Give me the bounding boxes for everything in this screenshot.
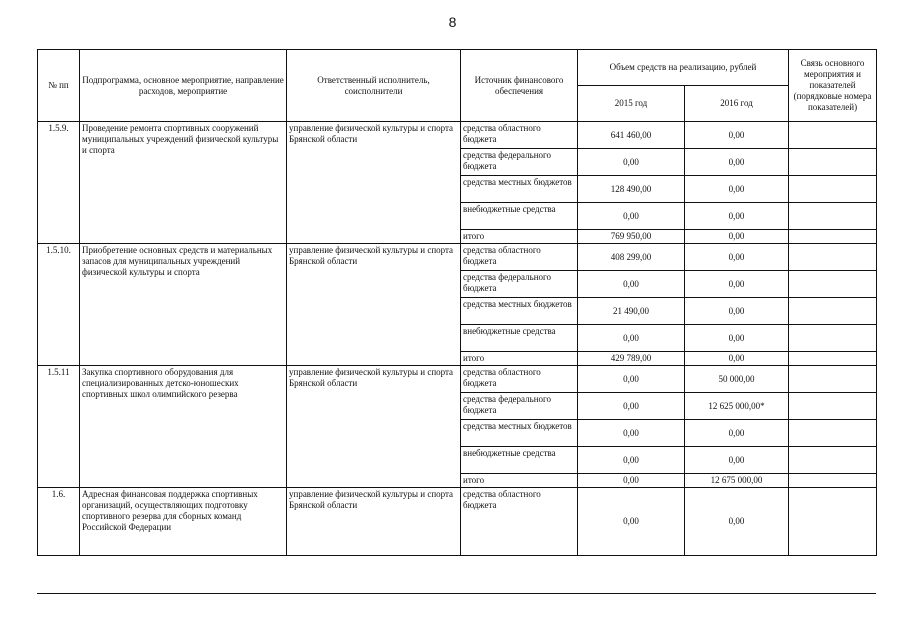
amount-2016: 0,00	[685, 420, 789, 447]
row-number: 1.5.9.	[38, 122, 80, 244]
amount-2016: 0,00	[685, 244, 789, 271]
amount-2016: 0,00	[685, 488, 789, 556]
funding-source: внебюджетные средства	[461, 447, 578, 474]
amount-2015: 0,00	[578, 447, 685, 474]
indicator-link-cell	[789, 352, 877, 366]
row-number: 1.5.11	[38, 366, 80, 488]
amount-2015: 0,00	[578, 420, 685, 447]
row-number: 1.5.10.	[38, 244, 80, 366]
amount-2015: 0,00	[578, 149, 685, 176]
table-row	[38, 122, 877, 149]
indicator-link-cell	[789, 298, 877, 325]
indicator-link-cell	[789, 366, 877, 393]
amount-2016: 0,00	[685, 298, 789, 325]
header-activity: Подпрограмма, основное мероприятие, направление расходов, мероприятие	[80, 50, 287, 122]
total-2016: 0,00	[685, 352, 789, 366]
header-executor: Ответственный исполнитель, соисполнители	[287, 50, 461, 122]
funding-source: средства местных бюджетов	[461, 298, 578, 325]
indicator-link-cell	[789, 325, 877, 352]
indicator-link-cell	[789, 420, 877, 447]
amount-2015: 128 490,00	[578, 176, 685, 203]
amount-2015: 641 460,00	[578, 122, 685, 149]
indicator-link-cell	[789, 230, 877, 244]
amount-2016: 0,00	[685, 325, 789, 352]
row-activity: Проведение ремонта спортивных сооружений муниципальных учреждений физической культуры и спорта	[80, 122, 287, 244]
indicator-link-cell	[789, 447, 877, 474]
funding-source: средства областного бюджета	[461, 488, 578, 556]
table-row	[38, 366, 877, 393]
table-body	[38, 122, 877, 556]
row-activity: Закупка спортивного оборудования для специализированных детско-юношеских спортивных школ олимпийского резерва	[80, 366, 287, 488]
budget-table	[37, 49, 877, 556]
row-executor: управление физической культуры и спорта Брянской области	[287, 366, 461, 488]
indicator-link-cell	[789, 474, 877, 488]
indicator-link-cell	[789, 176, 877, 203]
amount-2015: 0,00	[578, 366, 685, 393]
table-row	[38, 488, 877, 556]
amount-2016: 12 625 000,00*	[685, 393, 789, 420]
indicator-link-cell	[789, 271, 877, 298]
total-label: итого	[461, 352, 578, 366]
header-year-2016: 2016 год	[685, 86, 789, 122]
indicator-link-cell	[789, 393, 877, 420]
amount-2016: 50 000,00	[685, 366, 789, 393]
total-2015: 0,00	[578, 474, 685, 488]
header-amount: Объем средств на реализацию, рублей	[578, 50, 789, 86]
page-number: 8	[448, 14, 457, 30]
amount-2015: 0,00	[578, 488, 685, 556]
total-2015: 429 789,00	[578, 352, 685, 366]
total-label: итого	[461, 474, 578, 488]
table-row	[38, 244, 877, 271]
funding-source: внебюджетные средства	[461, 325, 578, 352]
total-label: итого	[461, 230, 578, 244]
header-link: Связь основного мероприятия и показателей (порядковые номера показателей)	[789, 50, 877, 122]
funding-source: внебюджетные средства	[461, 203, 578, 230]
indicator-link-cell	[789, 149, 877, 176]
amount-2016: 0,00	[685, 149, 789, 176]
indicator-link-cell	[789, 122, 877, 149]
row-number: 1.6.	[38, 488, 80, 556]
funding-source: средства федерального бюджета	[461, 149, 578, 176]
row-executor: управление физической культуры и спорта Брянской области	[287, 488, 461, 556]
row-activity: Адресная финансовая поддержка спортивных организаций, осуществляющих подготовку спортивного резерва для сборных команд Российской Федерации	[80, 488, 287, 556]
amount-2016: 0,00	[685, 176, 789, 203]
amount-2015: 0,00	[578, 325, 685, 352]
funding-source: средства местных бюджетов	[461, 176, 578, 203]
bottom-rule	[37, 593, 876, 594]
amount-2016: 0,00	[685, 203, 789, 230]
total-2016: 12 675 000,00	[685, 474, 789, 488]
header-year-2015: 2015 год	[578, 86, 685, 122]
funding-source: средства областного бюджета	[461, 244, 578, 271]
row-executor: управление физической культуры и спорта Брянской области	[287, 244, 461, 366]
row-executor: управление физической культуры и спорта Брянской области	[287, 122, 461, 244]
row-activity: Приобретение основных средств и материальных запасов для муниципальных учреждений физической культуры и спорта	[80, 244, 287, 366]
funding-source: средства местных бюджетов	[461, 420, 578, 447]
amount-2015: 0,00	[578, 393, 685, 420]
amount-2015: 21 490,00	[578, 298, 685, 325]
indicator-link-cell	[789, 203, 877, 230]
total-2016: 0,00	[685, 230, 789, 244]
funding-source: средства областного бюджета	[461, 366, 578, 393]
funding-source: средства областного бюджета	[461, 122, 578, 149]
amount-2016: 0,00	[685, 447, 789, 474]
funding-source: средства федерального бюджета	[461, 393, 578, 420]
amount-2015: 0,00	[578, 203, 685, 230]
indicator-link-cell	[789, 244, 877, 271]
header-source: Источник финансового обеспечения	[461, 50, 578, 122]
total-2015: 769 950,00	[578, 230, 685, 244]
amount-2015: 408 299,00	[578, 244, 685, 271]
header-num: № пп	[38, 50, 80, 122]
amount-2016: 0,00	[685, 122, 789, 149]
amount-2015: 0,00	[578, 271, 685, 298]
amount-2016: 0,00	[685, 271, 789, 298]
indicator-link-cell	[789, 488, 877, 556]
funding-source: средства федерального бюджета	[461, 271, 578, 298]
